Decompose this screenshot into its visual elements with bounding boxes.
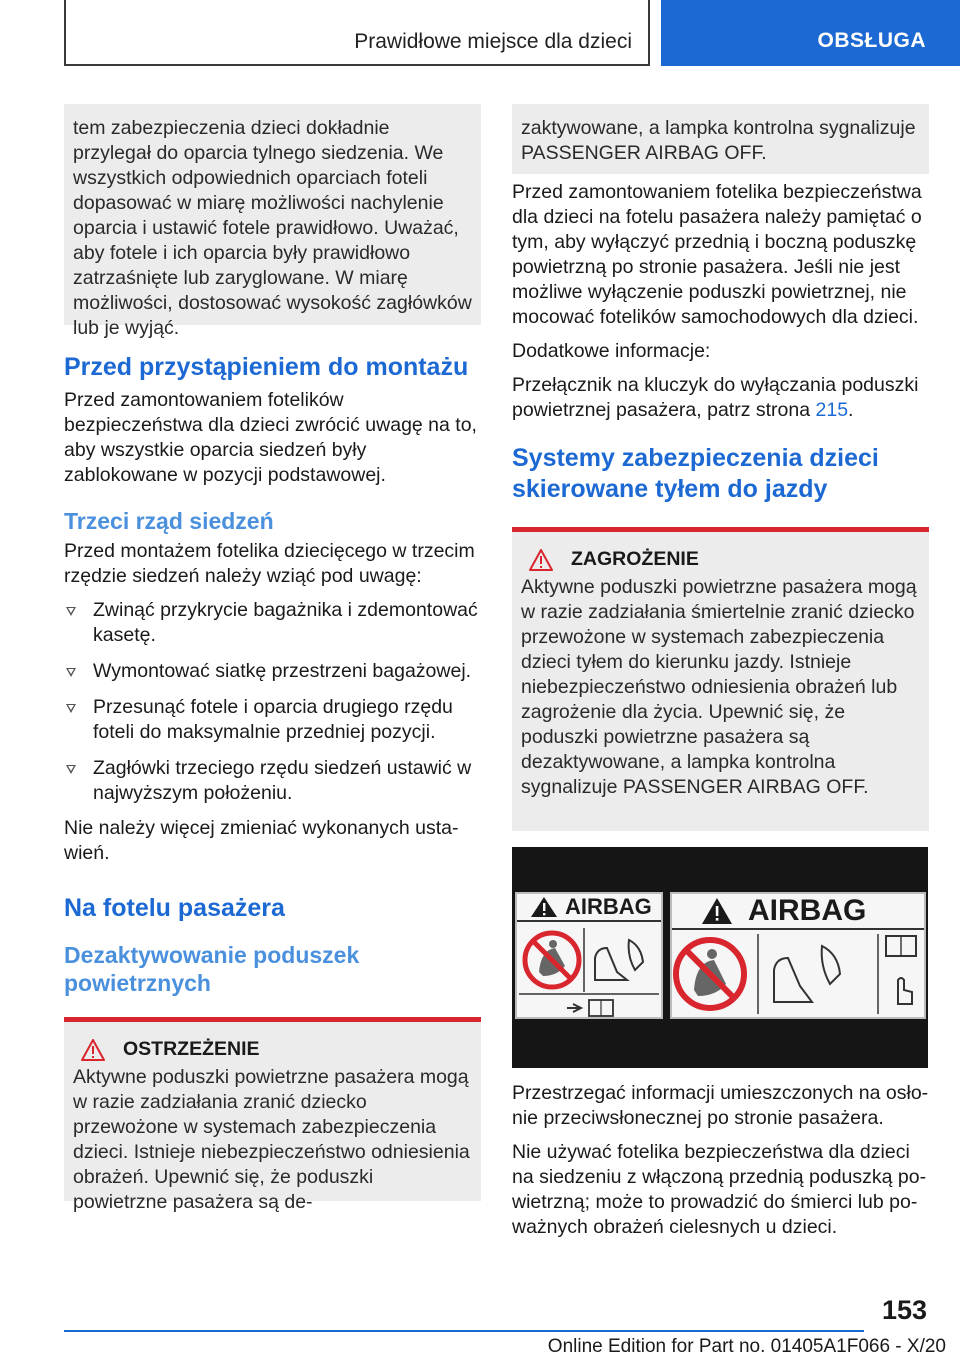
heading-passenger-seat: Na fotelu pasażera: [64, 894, 285, 922]
triangle-bullet-icon: [66, 704, 76, 713]
paragraph-additional-info: Dodatkowe informacje:: [512, 340, 711, 362]
right-column: [512, 104, 929, 1240]
airbag-label-large-text: AIRBAG: [748, 894, 867, 927]
warning-triangle-icon: [529, 895, 559, 919]
third-row-steps: [64, 598, 481, 806]
note-box: [64, 104, 481, 339]
child-seat-prohibited-large-icon: [672, 930, 924, 1018]
note-box-continued: [512, 104, 929, 174]
danger-text: Aktywne poduszki powietrzne pasażera mogą w razie zadziałania śmiertelnie zranić dziecko przewożone w systemach zabezpieczenia dzieci tyłem do kierunku jazdy. Istnieje niebezpieczeństwo odniesienia obrażeń lub zagrożenie dla życia. Upewnić się, że poduszki powietrzne pasażera są dezaktywowane, a lampka kontrolna sygnalizuje PASSENGER AIRBAG OFF.: [521, 576, 917, 798]
triangle-bullet-icon: [66, 607, 76, 616]
triangle-bullet-icon: [66, 668, 76, 677]
warning-triangle-icon: [529, 549, 553, 571]
chapter-tab[interactable]: [661, 0, 960, 66]
warning-title: OSTRZEŻENIE: [123, 1038, 260, 1060]
airbag-label-large: [670, 892, 926, 1019]
warning-box: [64, 1017, 481, 1213]
danger-box: [512, 527, 929, 831]
warning-triangle-icon: [81, 1039, 105, 1061]
paragraph-third-row: Przed montażem fotelika dziecięcego w trzecim rzędzie siedzeń należy wziąć pod uwagę:: [64, 540, 475, 587]
left-column: [64, 104, 481, 1213]
list-item: Zwinąć przykrycie bagażnika i zdemontować kasetę.: [64, 598, 481, 648]
paragraph-key-switch: Przełącznik na kluczyk do wyłączania poduszki powietrznej pasażera, patrz strona 215.: [512, 374, 919, 421]
note-text-continued: zaktywowane, a lampka kontrolna sygnalizuje PASSENGER AIRBAG OFF.: [521, 117, 916, 164]
child-seat-prohibited-icon: [517, 922, 661, 1017]
list-item: Zagłówki trzeciego rzędu siedzeń ustawić w najwyższym położeniu.: [64, 756, 481, 806]
danger-title: ZAGROŻENIE: [571, 548, 699, 570]
paragraph-before-install-passenger: Przed zamontowaniem fotelika bezpieczeństwa dla dzieci na fotelu pasażera należy pamiętać o tym, aby wyłączyć przednią i boczną poduszkę powietrzną po stronie pasażera. Jeśli nie jest możliwe wyłączenie poduszki powietrznej, nie mocować fotelików samochodowych dla dzieci.: [512, 181, 922, 328]
note-text: tem zabezpieczenia dzieci dokładnie przylegał do oparcia tylnego siedzenia. We wszystkich odpowiednich oparciach foteli dopasować w miarę możliwości nachylenie oparcia i ustawić fotele prawidłowo. Uważać, aby fotele i ich oparcia były prawidłowo zatrzaśnięte lub zaryglowane. W miarę możliwości, dostosować wysokość zagłówków lub je wyjąć.: [73, 117, 472, 339]
paragraph-before-installation: Przed zamontowaniem fotelików bezpieczeństwa dla dzieci zwrócić uwagę na to, aby wszystkie oparcia siedzeń były zablokowane w pozycji podstawowej.: [64, 389, 477, 486]
list-item: Wymontować siatkę przestrzeni bagażowej.: [64, 659, 481, 684]
heading-rear-facing: Systemy zabezpieczenia dzieci skierowane tyłem do jazdy: [512, 444, 879, 503]
airbag-label-small-text: AIRBAG: [565, 894, 652, 919]
section-title: Prawidłowe miejsce dla dzieci: [354, 30, 632, 53]
paragraph-no-change: Nie należy więcej zmieniać wykonanych ustawień.: [64, 817, 459, 864]
heading-deactivate-airbags: Dezaktywowanie poduszek powietrznych: [64, 942, 360, 996]
warning-text: Aktywne poduszki powietrzne pasażera mogą w razie zadziałania zranić dziecko przewożone w systemach zabezpieczenia dzieci. Istnieje niebezpieczeństwo odniesienia obrażeń. Upewnić się, że poduszki powietrzne pasażera są de-: [73, 1066, 470, 1213]
heading-third-row: Trzeci rząd siedzeń: [64, 508, 274, 534]
airbag-label-small: [515, 892, 663, 1019]
triangle-bullet-icon: [66, 765, 76, 774]
footer-divider: [64, 1330, 864, 1332]
header-section-box: [64, 0, 650, 66]
paragraph-observe-sunvisor: Przestrzegać informacji umieszczonych na osłonie przeciwsłonecznej po stronie pasażera.: [512, 1082, 929, 1129]
list-item: Przesunąć fotele i oparcia drugiego rzędu foteli do maksymalnie przedniej pozycji.: [64, 695, 481, 745]
page-number: 153: [881, 1295, 927, 1325]
paragraph-do-not-use: Nie używać fotelika bezpieczeństwa dla dzieci na siedzeniu z włączoną przednią poduszką powietrzną; może to prowadzić do śmierci lub poważnych obrażeń cielesnych u dzieci.: [512, 1141, 927, 1238]
warning-triangle-icon: [700, 896, 734, 926]
airbag-label-photo: [512, 847, 928, 1068]
heading-before-installation: Przed przystąpieniem do montażu: [64, 353, 469, 381]
chapter-tab-label: OBSŁUGA: [817, 29, 926, 52]
footer-edition: Online Edition for Part no. 01405A1F066 - X/20: [547, 1336, 946, 1357]
page-reference-link[interactable]: 215: [815, 399, 849, 421]
